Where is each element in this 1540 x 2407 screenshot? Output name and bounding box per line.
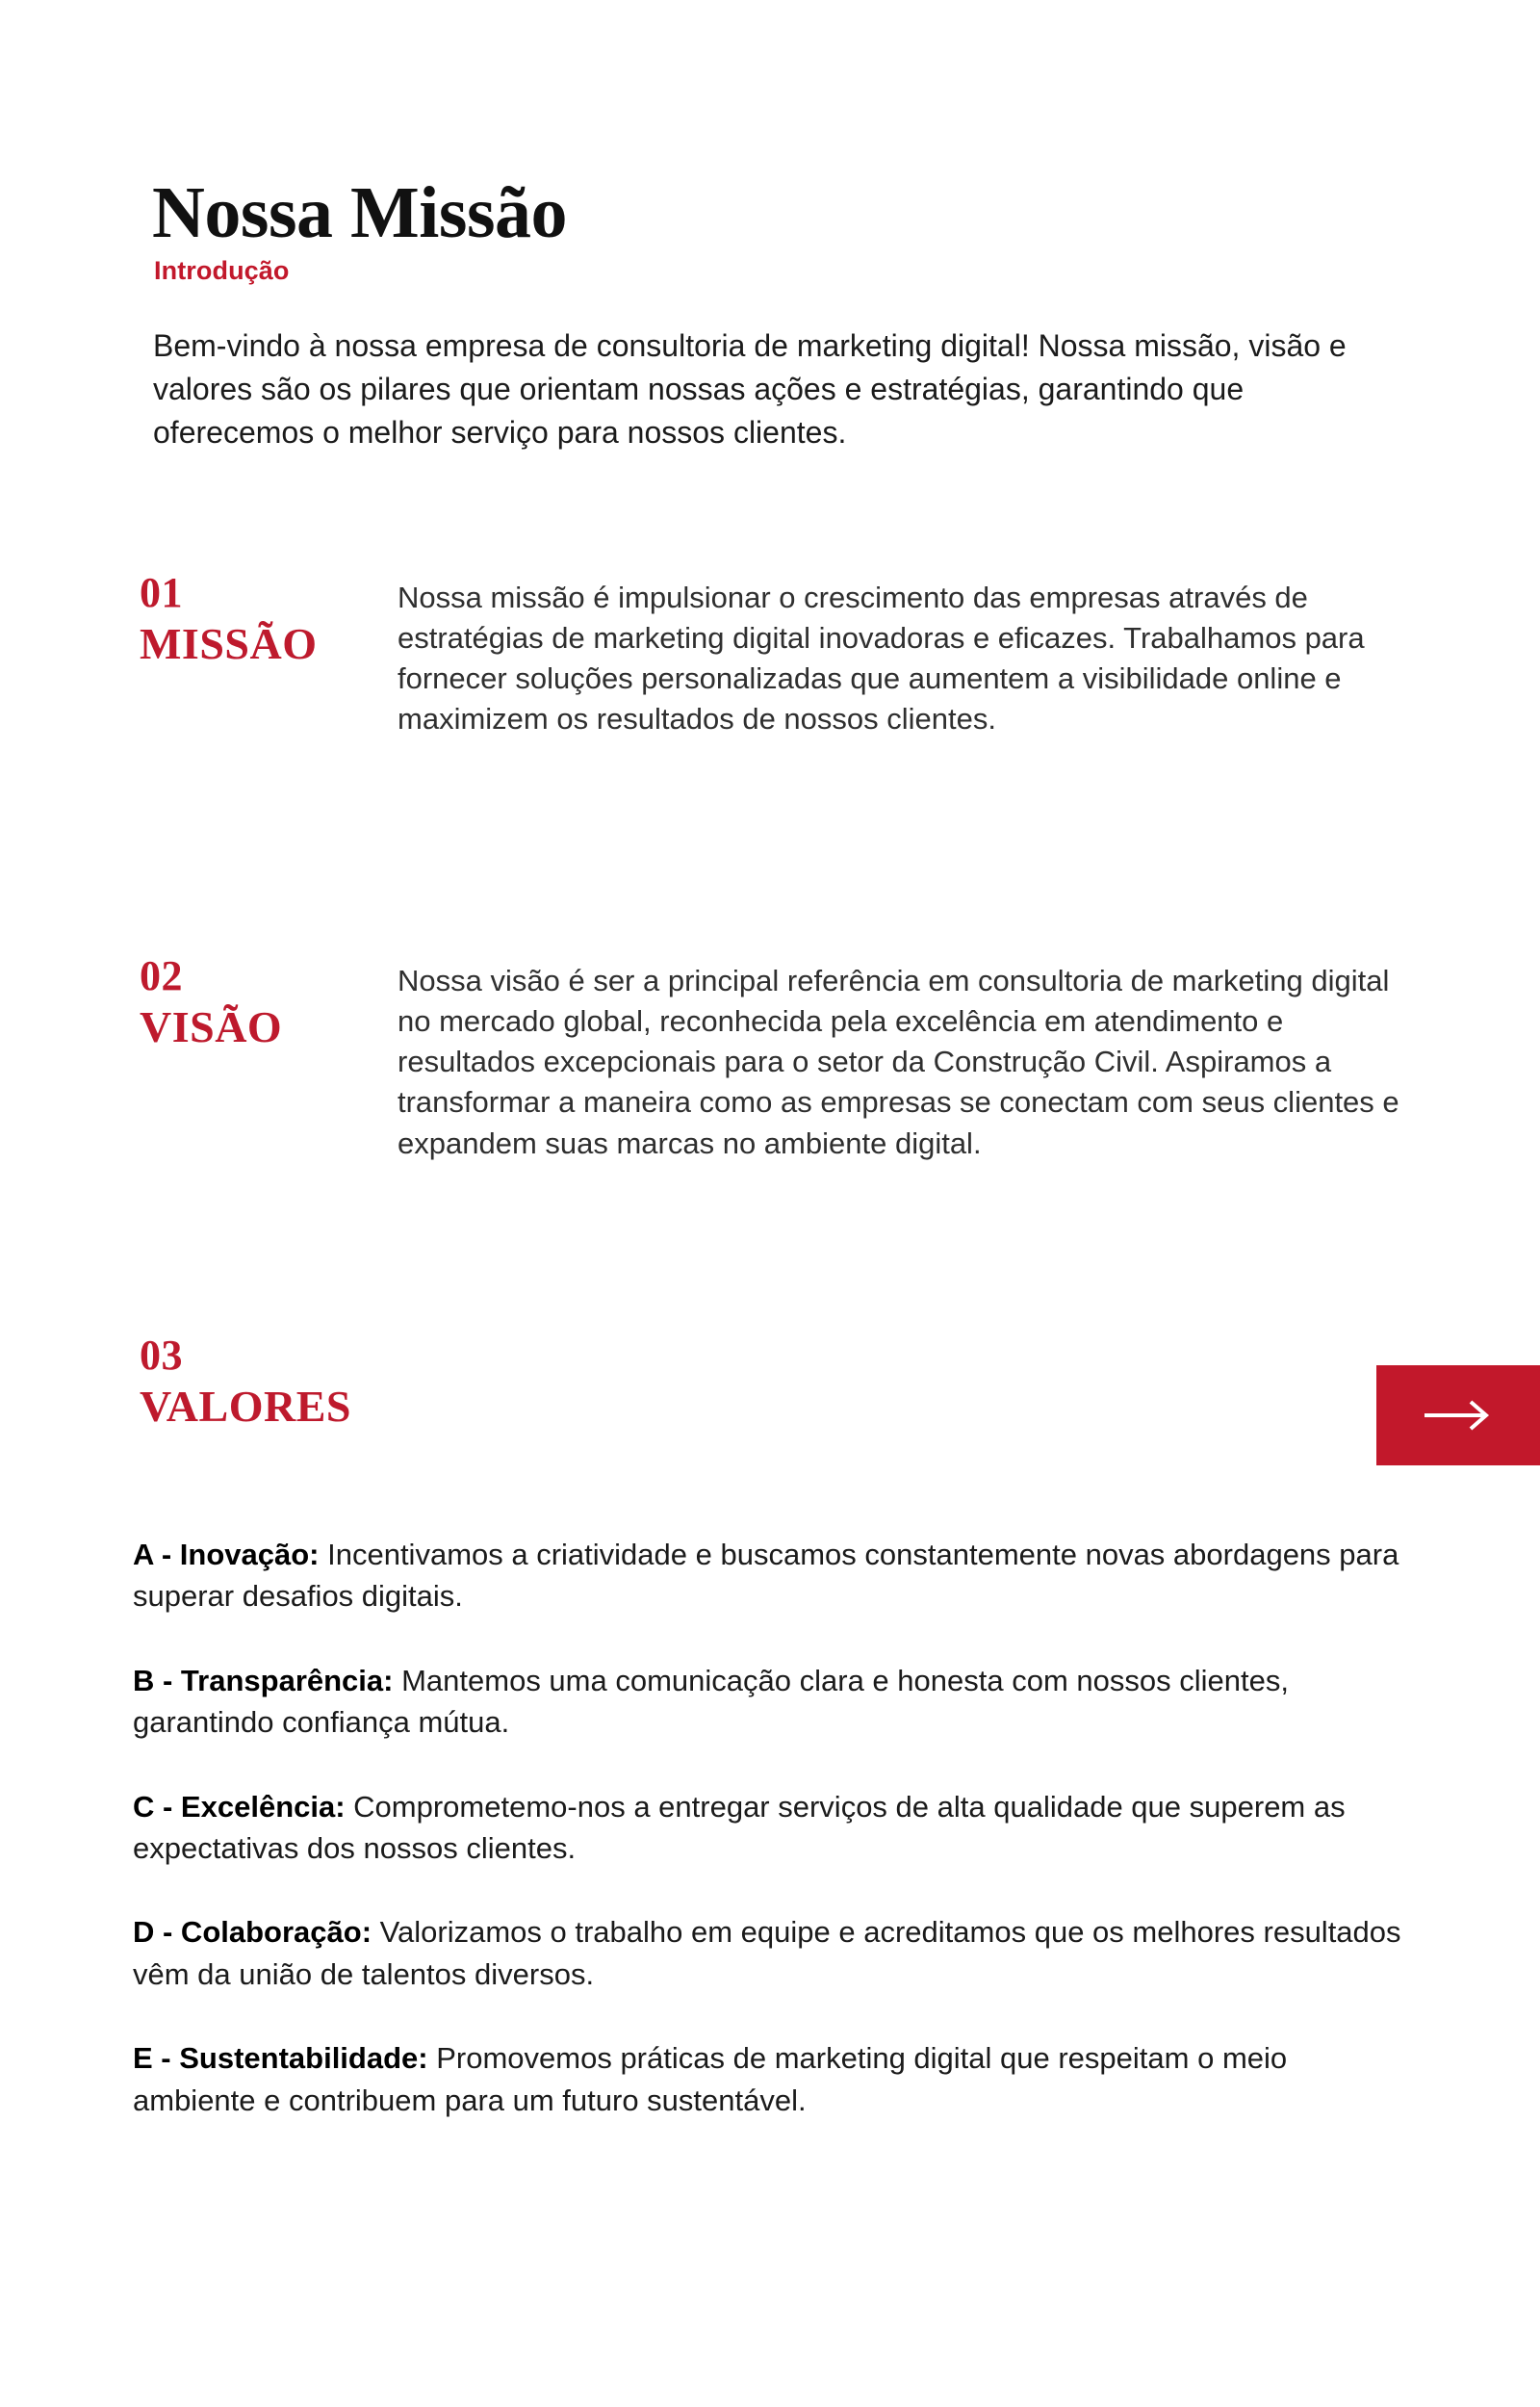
value-text: Comprometemo-nos a entregar serviços de alta qualidade que superem as expectativas dos nossos clientes. [133,1789,1346,1865]
section-vision-label [140,952,398,1051]
list-item [133,1660,1413,1744]
value-label: D - Colaboração: [133,1915,372,1950]
list-item [133,1534,1413,1618]
value-text: Mantemos uma comunicação clara e honesta com nossos clientes, garantindo confiança mútua. [133,1663,1289,1740]
section-mission-label [140,569,398,668]
value-label: A - Inovação: [133,1538,320,1571]
value-label: C - Excelência: [133,1789,346,1824]
intro-paragraph: Bem-vindo à nossa empresa de consultoria de marketing digital! Nossa missão, visão e valores são os pilares que orientam nossas ações e estratégias, garantindo que oferecemos o melhor serviço para nossos clientes. [153,328,1347,450]
section-mission-number: 01 [140,569,183,616]
section-vision-name: VISÃO [140,1002,283,1051]
value-label: B - Transparência: [133,1663,394,1697]
next-page-button[interactable] [1376,1365,1540,1465]
section-mission [140,569,1391,740]
arrow-right-icon [1423,1399,1494,1432]
page-title: Nossa Missão [152,171,568,253]
intro-kicker: Introdução [154,256,290,285]
section-values-name: VALORES [140,1382,351,1431]
section-mission-body: Nossa missão é impulsionar o crescimento das empresas através de estratégias de marketing digital inovadoras e eficazes. Trabalhamos para fornecer soluções personalizadas que aumentem a visibilidade online e maximizem os resultados de nossos clientes. [398,581,1365,737]
section-values-heading [140,1334,351,1429]
section-mission-name: MISSÃO [140,619,318,668]
value-text: Incentivamos a criatividade e buscamos constantemente novas abordagens para superar desafios digitais. [133,1538,1399,1614]
value-text: Promovemos práticas de marketing digital que respeitam o meio ambiente e contribuem para um futuro sustentável. [133,2041,1288,2117]
value-label: E - Sustentabilidade: [133,2041,428,2076]
list-item [133,1786,1413,1870]
section-vision-body: Nossa visão é ser a principal referência em consultoria de marketing digital no mercado global, reconhecida pela excelência em atendimento e resultados excepcionais para o setor da Construção Civil. Aspiramos a transformar a maneira como as empresas se conectam com seus clientes e expandem suas marcas no ambiente digital. [398,964,1399,1160]
section-vision [140,952,1410,1164]
values-list [133,1504,1413,2121]
section-vision-number: 02 [140,952,183,999]
section-values-number: 03 [140,1332,183,1379]
value-text: Valorizamos o trabalho em equipe e acreditamos que os melhores resultados vêm da união de talentos diversos. [133,1915,1401,1991]
list-item [133,1911,1413,1995]
list-item [133,2037,1413,2121]
